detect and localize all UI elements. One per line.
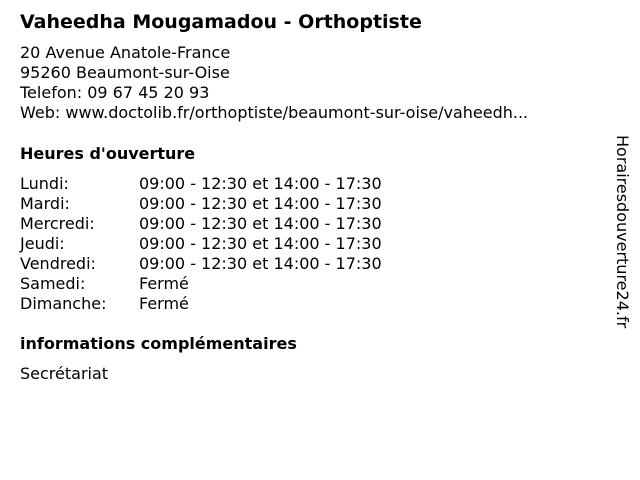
watermark-text: Horairesdouverture24.fr (613, 135, 632, 329)
hours-row-friday (20, 254, 440, 274)
contact-info (20, 43, 528, 123)
info-text: Secrétariat (20, 364, 109, 383)
hours-row-tuesday (20, 194, 440, 214)
day-label: Mercredi: (20, 214, 95, 233)
day-label: Dimanche: (20, 294, 107, 313)
day-label: Lundi: (20, 174, 69, 193)
page-title: Vaheedha Mougamadou - Orthoptiste (20, 11, 422, 33)
time-value: 09:00 - 12:30 et 14:00 - 17:30 (139, 214, 382, 233)
day-label: Samedi: (20, 274, 86, 293)
time-value: Fermé (139, 274, 189, 293)
time-value: 09:00 - 12:30 et 14:00 - 17:30 (139, 254, 382, 273)
hours-heading: Heures d'ouverture (20, 144, 196, 163)
time-value: 09:00 - 12:30 et 14:00 - 17:30 (139, 194, 382, 213)
time-value: 09:00 - 12:30 et 14:00 - 17:30 (139, 234, 382, 253)
day-label: Jeudi: (20, 234, 65, 253)
time-value: 09:00 - 12:30 et 14:00 - 17:30 (139, 174, 382, 193)
address-street: 20 Avenue Anatole-France (20, 43, 231, 62)
time-value: Fermé (139, 294, 189, 313)
day-label: Vendredi: (20, 254, 96, 273)
hours-row-sunday (20, 294, 440, 314)
hours-row-monday (20, 174, 440, 194)
address-city: 95260 Beaumont-sur-Oise (20, 63, 230, 82)
website-link: Web: www.doctolib.fr/orthoptiste/beaumont-sur-oise/vaheedh... (20, 103, 529, 122)
day-label: Mardi: (20, 194, 70, 213)
hours-row-saturday (20, 274, 440, 294)
hours-table (20, 174, 440, 314)
phone-number: Telefon: 09 67 45 20 93 (20, 83, 210, 102)
watermark (612, 135, 632, 365)
hours-row-wednesday (20, 214, 440, 234)
hours-row-thursday (20, 234, 440, 254)
info-heading: informations complémentaires (20, 334, 297, 353)
